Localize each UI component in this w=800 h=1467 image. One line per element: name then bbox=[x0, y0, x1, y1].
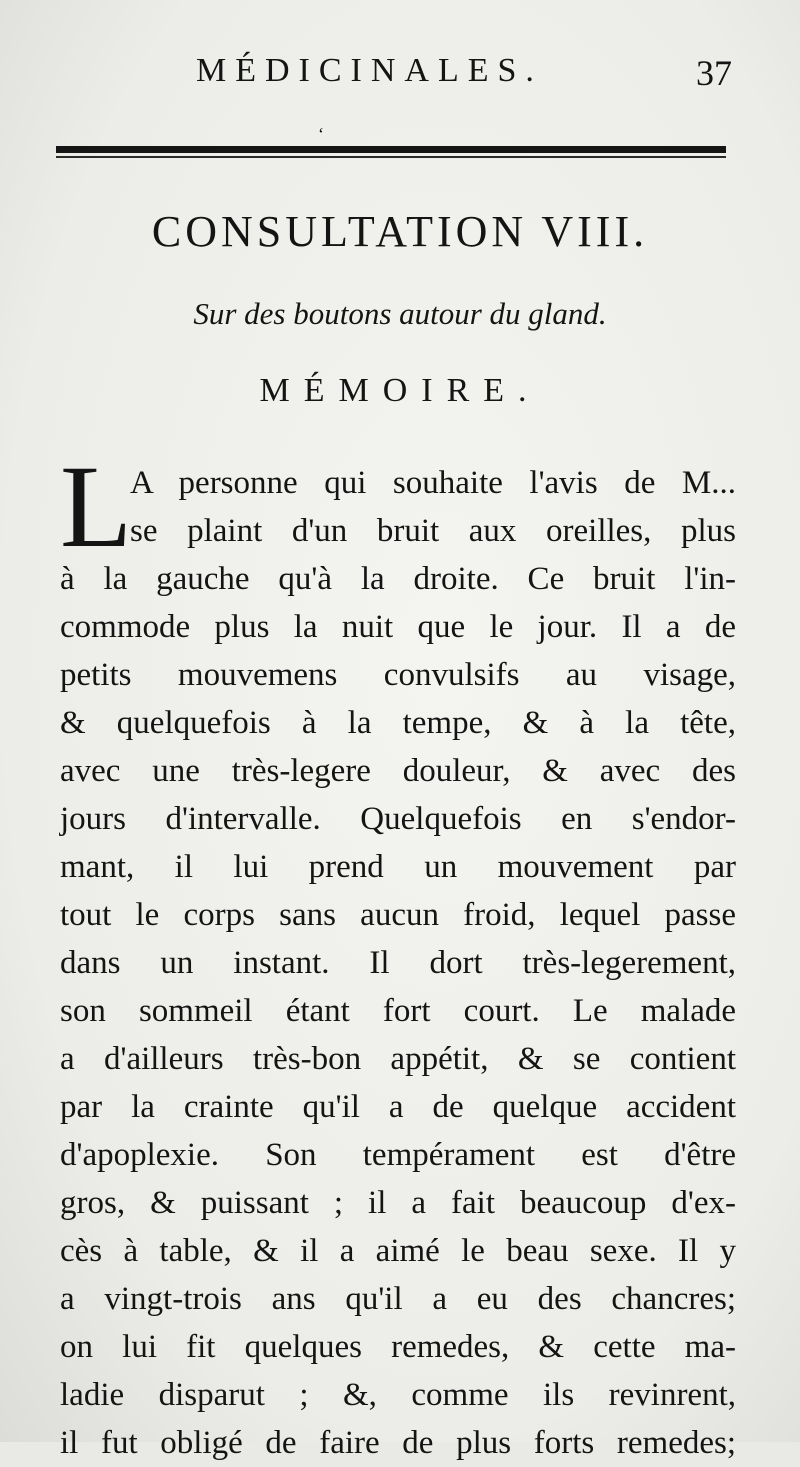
text-line: & quelquefois à la tempe, & à la tête, bbox=[60, 705, 736, 741]
text-line: A personne qui souhaite l'avis de M... bbox=[130, 465, 736, 501]
text-line: dans un instant. Il dort très-legerement, bbox=[60, 945, 736, 981]
text-line: a vingt-trois ans qu'il a eu des chancres; bbox=[60, 1281, 736, 1317]
text-line: avec une très-legere douleur, & avec des bbox=[60, 753, 736, 789]
header-rule-thin bbox=[56, 156, 726, 158]
text-line: jours d'intervalle. Quelquefois en s'endor- bbox=[60, 801, 736, 837]
text-line: a d'ailleurs très-bon appétit, & se contient bbox=[60, 1041, 736, 1077]
header-rule bbox=[56, 146, 726, 153]
text-line: par la crainte qu'il a de quelque accident bbox=[60, 1089, 736, 1125]
text-line: cès à table, & il a aimé le beau sexe. Il y bbox=[60, 1233, 736, 1269]
text-line: on lui fit quelques remedes, & cette ma- bbox=[60, 1329, 736, 1365]
text-line: se plaint d'un bruit aux oreilles, plus bbox=[130, 513, 736, 549]
text-line: commode plus la nuit que le jour. Il a de bbox=[60, 609, 736, 645]
page-header bbox=[56, 48, 738, 98]
text-line: à la gauche qu'à la droite. Ce bruit l'in- bbox=[60, 561, 736, 597]
text-line: mant, il lui prend un mouvement par bbox=[60, 849, 736, 885]
section-heading: MÉMOIRE. bbox=[259, 372, 541, 409]
chapter-title: CONSULTATION VIII. bbox=[151, 207, 649, 256]
text-line: gros, & puissant ; il a fait beaucoup d'ex- bbox=[60, 1185, 736, 1221]
text-line: son sommeil étant fort court. Le malade bbox=[60, 993, 736, 1029]
text-line: tout le corps sans aucun froid, lequel passe bbox=[60, 897, 736, 933]
running-head: MÉDICINALES. bbox=[196, 52, 543, 89]
text-line: d'apoplexie. Son tempérament est d'être bbox=[60, 1137, 736, 1173]
text-line: ladie disparut ; &, comme ils revinrent, bbox=[60, 1377, 736, 1413]
stray-mark: ‘ bbox=[318, 124, 324, 144]
drop-cap: L bbox=[60, 441, 133, 572]
page-number: 37 bbox=[696, 53, 732, 93]
text-line: il fut obligé de faire de plus forts remedes; bbox=[60, 1425, 736, 1461]
text-line: petits mouvemens convulsifs au visage, bbox=[60, 657, 736, 693]
chapter-subtitle: Sur des boutons autour du gland. bbox=[193, 296, 607, 331]
body-text bbox=[60, 459, 736, 1467]
